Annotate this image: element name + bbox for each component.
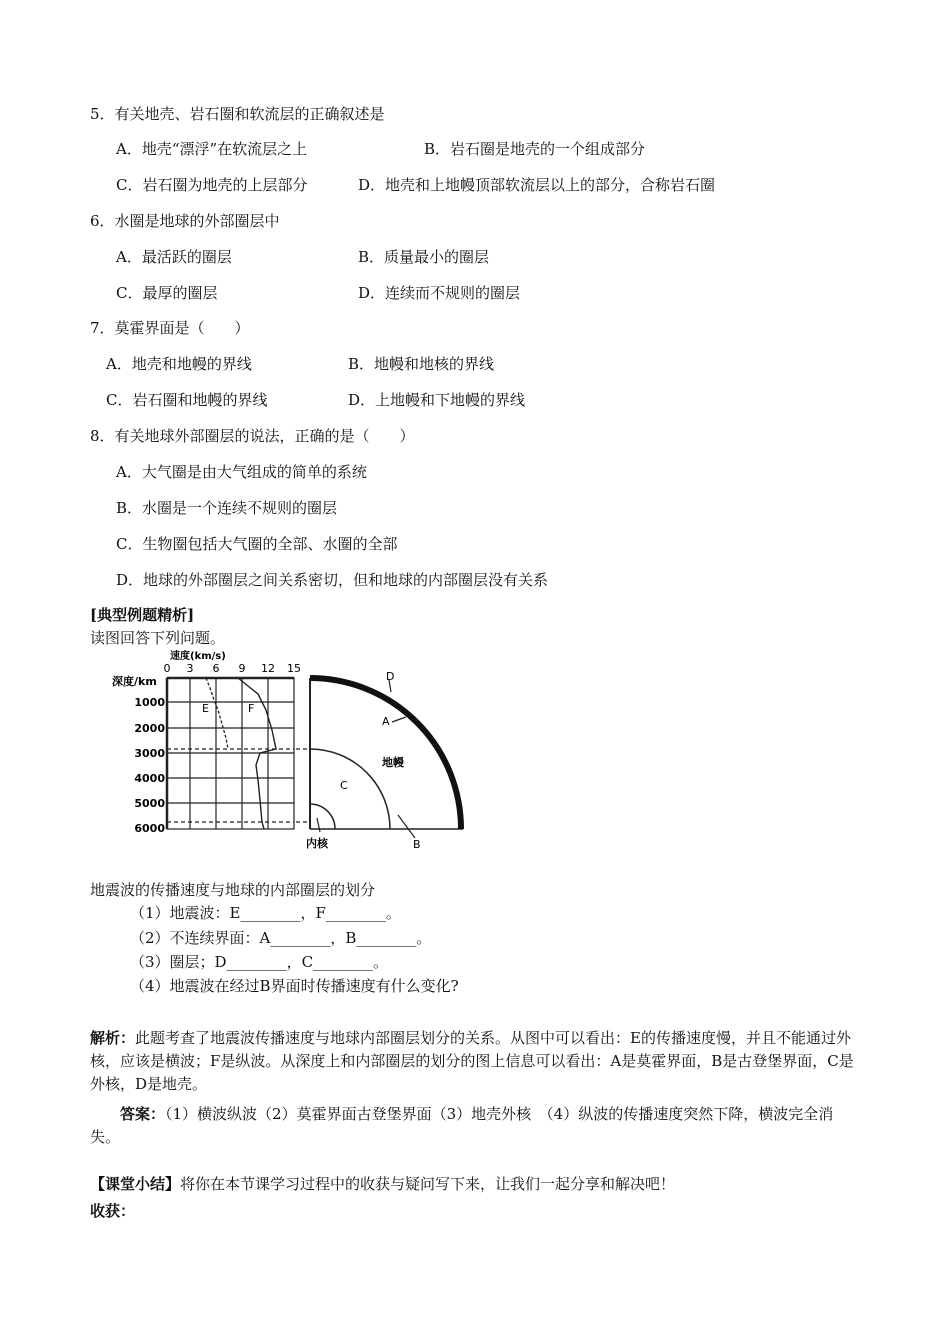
depth-tick: 3000 [134, 747, 165, 760]
speed-tick: 0 [163, 662, 171, 675]
answer-text: （1）横波纵波（2）莫霍界面古登堡界面（3）地壳外核 （4）纵波的传播速度突然下降，横波完全消失。 [90, 1105, 834, 1146]
subquestion: （1）地震波：E________，F________。 [130, 904, 401, 922]
question-stem: 7．莫霍界面是（ ） [90, 319, 250, 337]
speed-tick: 9 [238, 662, 246, 675]
subquestion: （4）地震波在经过B界面时传播速度有什么变化? [130, 977, 459, 995]
option: C．最厚的圈层 [116, 284, 218, 302]
analysis-text: 此题考查了地震波传播速度与地球内部圈层划分的关系。从图中可以看出：E的传播速度慢，并且不能通过外核，应该是横波；F是纵波。从深度上和内部圈层的划分的图上信息可以看出：A是莫霍界面，B是古登堡界面，C是外核，D是地壳。 [90, 1029, 854, 1093]
depth-tick: 1000 [134, 696, 165, 709]
earth-quarter-section [296, 678, 463, 838]
question-stem: 8．有关地球外部圈层的说法，正确的是（ ） [90, 427, 415, 445]
option: D．上地幔和下地幔的界线 [348, 391, 526, 409]
answer-paragraph [90, 1103, 862, 1149]
question-stem: 5．有关地壳、岩石圈和软流层的正确叙述是 [90, 105, 385, 123]
summary-line [90, 1174, 675, 1194]
label-a: A [382, 715, 390, 728]
label-mantle: 地幔 [382, 756, 404, 769]
gain-label: 收获： [90, 1202, 136, 1220]
label-b: B [413, 838, 421, 851]
answer-label: 答案： [120, 1105, 166, 1123]
option: A．地壳和地幔的界线 [106, 355, 252, 373]
option: B．地幔和地核的界线 [348, 355, 495, 373]
option: A．地壳“漂浮”在软流层之上 [116, 140, 308, 158]
analysis-label: 解析： [90, 1029, 136, 1047]
label-inner-core: 内核 [306, 837, 328, 850]
speed-tick: 3 [186, 662, 194, 675]
label-f: F [248, 702, 255, 715]
question-stem: 6．水圈是地球的外部圈层中 [90, 212, 280, 230]
label-e: E [202, 702, 209, 715]
option: B．岩石圈是地壳的一个组成部分 [424, 140, 646, 158]
option: D．地球的外部圈层之间关系密切，但和地球的内部圈层没有关系 [116, 571, 549, 589]
example-intro: 读图回答下列问题。 [90, 629, 226, 647]
option: D．连续而不规则的圈层 [358, 284, 521, 302]
e-wave-curve [206, 678, 228, 749]
depth-tick: 5000 [134, 797, 165, 810]
option: C．生物圈包括大气圈的全部、水圈的全部 [116, 535, 398, 553]
option: A．大气圈是由大气组成的简单的系统 [116, 463, 367, 481]
boundary-dashes [167, 749, 294, 822]
speed-depth-grid [167, 678, 294, 829]
subquestion: （2）不连续界面：A________，B________。 [130, 929, 432, 947]
summary-text: 将你在本节课学习过程中的收获与疑问写下来，让我们一起分享和解决吧！ [180, 1175, 676, 1193]
option: C．岩石圈和地幔的界线 [106, 391, 268, 409]
label-d: D [386, 670, 395, 683]
summary-label: 【课堂小结】 [90, 1175, 181, 1193]
option: A．最活跃的圈层 [116, 248, 232, 266]
seismic-wave-figure [110, 650, 490, 855]
option: D．地壳和上地幔顶部软流层以上的部分，合称岩石圈 [358, 176, 716, 194]
depth-tick: 4000 [134, 772, 165, 785]
speed-tick: 6 [212, 662, 220, 675]
option: B．质量最小的圈层 [358, 248, 490, 266]
analysis-paragraph [90, 1027, 862, 1096]
option: C．岩石圈为地壳的上层部分 [116, 176, 308, 194]
speed-tick: 15 [287, 662, 301, 675]
depth-axis-label: 深度/km [112, 675, 157, 688]
subquestion: （3）圈层；D________，C________。 [130, 953, 389, 971]
section-heading: [典型例题精析] [90, 606, 195, 624]
figure-caption: 地震波的传播速度与地球的内部圈层的划分 [90, 881, 376, 899]
option: B．水圈是一个连续不规则的圈层 [116, 499, 338, 517]
speed-tick: 12 [261, 662, 275, 675]
depth-tick: 2000 [134, 722, 165, 735]
label-c: C [340, 779, 348, 792]
depth-tick: 6000 [134, 822, 165, 835]
speed-axis-label: 速度(km/s) [170, 651, 226, 662]
